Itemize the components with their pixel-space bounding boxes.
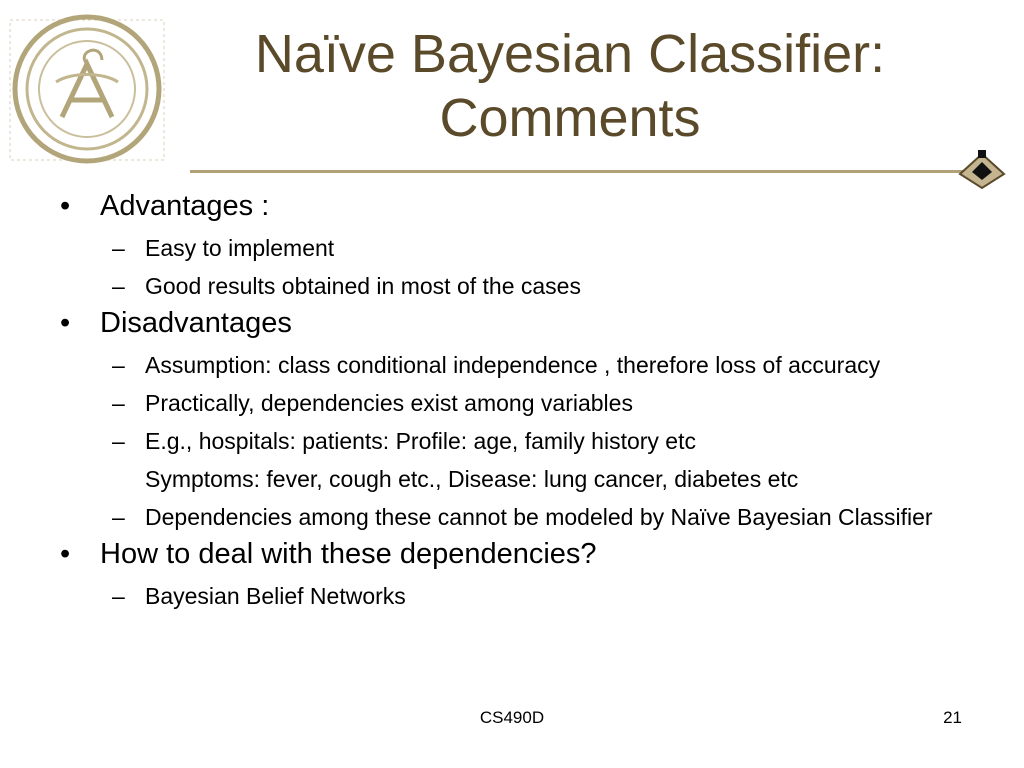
sub-bullet: – Assumption: class conditional independence , therefore loss of accuracy	[112, 352, 881, 378]
university-seal-icon	[6, 12, 168, 164]
sub-bullet: – Bayesian Belief Networks	[112, 583, 406, 609]
slide-content	[60, 184, 980, 611]
sub-bullet: – Good results obtained in most of the cases	[112, 273, 581, 299]
sub-bullet-text: Bayesian Belief Networks	[145, 583, 406, 609]
title-line-2: Comments	[439, 88, 701, 148]
bullet-dependencies: • How to deal with these dependencies?	[60, 538, 597, 570]
slide-title	[175, 22, 965, 150]
title-line-1: Naïve Bayesian Classifier:	[254, 24, 886, 84]
sub-bullet-text: Practically, dependencies exist among variables	[145, 390, 633, 416]
bullet-text: Advantages :	[100, 190, 270, 222]
sub-bullet-text: E.g., hospitals: patients: Profile: age, family history etc	[145, 428, 696, 454]
bullet-advantages: • Advantages :	[60, 190, 270, 222]
sub-bullet: – Easy to implement	[112, 235, 335, 261]
bullet-text: Disadvantages	[100, 307, 292, 339]
sub-bullet-text: Easy to implement	[145, 235, 335, 261]
bullet-text: How to deal with these dependencies?	[100, 538, 597, 570]
sub-bullet: – E.g., hospitals: patients: Profile: age, family history etc	[112, 428, 696, 454]
sub-bullet-continuation: Symptoms: fever, cough etc., Disease: lung cancer, diabetes etc	[145, 466, 799, 492]
footer-course: CS490D	[479, 708, 545, 727]
sub-bullet-text: Good results obtained in most of the cases	[145, 273, 581, 299]
page-number: 21	[943, 708, 962, 727]
sub-bullet-text: Assumption: class conditional independence , therefore loss of accuracy	[145, 352, 881, 378]
sub-bullet: – Practically, dependencies exist among variables	[112, 390, 633, 416]
sub-bullet: – Dependencies among these cannot be modeled by Naïve Bayesian Classifier	[112, 504, 933, 530]
bullet-disadvantages: • Disadvantages	[60, 307, 292, 339]
title-underline	[190, 170, 980, 173]
sub-bullet-text: Dependencies among these cannot be modeled by Naïve Bayesian Classifier	[145, 504, 933, 530]
